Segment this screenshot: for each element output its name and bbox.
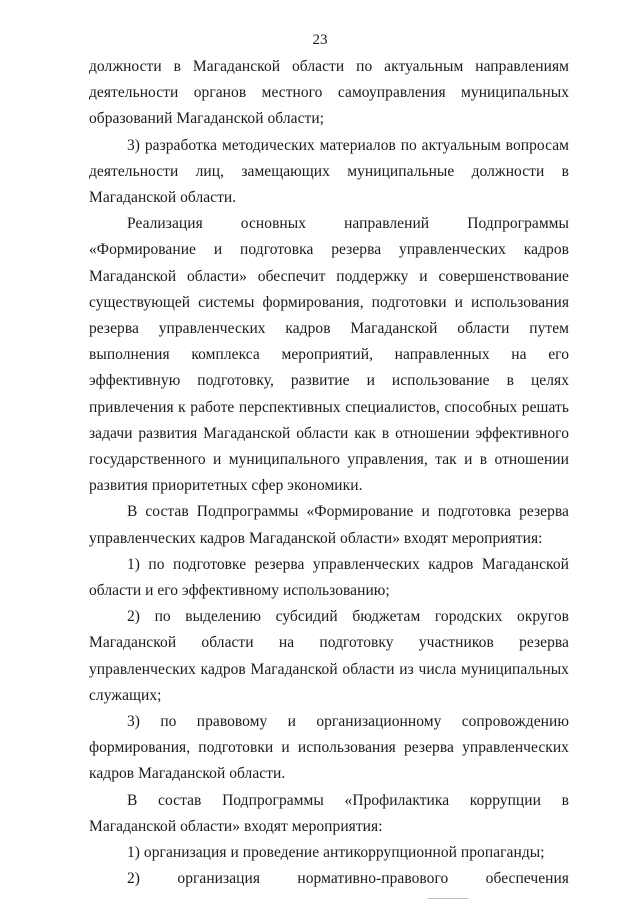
list-item-reserve-1: 1) по подготовке резерва управленческих кадров Магаданской области и его эффективному использованию; xyxy=(89,555,569,600)
paragraph-continuation: должности в Магаданской области по актуальным направлениям деятельности органов местного самоуправления муниципальных образований Магаданской области; xyxy=(89,58,569,128)
list-item-corruption-2: 2) организация нормативно-правового обеспечения xyxy=(127,870,569,888)
paragraph-implementation: Реализация основных направлений Подпрограммы «Формирование и подготовка резерва управленческих кадров Магаданской области» обеспечит поддержку и совершенствование существующей системы формирования, подготовки и использования резерва управленческих кадров Магаданской области путем выполнения комплекса мероприятий, направленных на его эффективную подготовку, развитие и использование в целях привлечения к работе перспективных специалистов, способных решать задачи развития Магаданской области как в отношении эффективного государственного и муниципального управления, так и в отношении развития приоритетных сфер экономики. xyxy=(89,215,569,495)
list-item-reserve-2: 2) по выделению субсидий бюджетам городских округов Магаданской области на подготовку участников резерва управленческих кадров Магаданской области из числа муниципальных служащих; xyxy=(89,608,569,704)
document-body xyxy=(89,54,569,893)
paragraph-corruption-composition: В состав Подпрограммы «Профилактика коррупции в Магаданской области» входят мероприятия: xyxy=(89,791,569,835)
list-item-corruption-1: 1) организация и проведение антикоррупционной пропаганды; xyxy=(127,844,545,862)
paragraph-reserve-composition: В состав Подпрограммы «Формирование и подготовка резерва управленческих кадров Магаданской области» входят мероприятия: xyxy=(89,503,569,547)
paragraph-item-3-methodology: 3) разработка методических материалов по актуальным вопросам деятельности лиц, замещающих муниципальные должности в Магаданской области. xyxy=(89,136,569,207)
list-item-reserve-3: 3) по правовому и организационному сопровождению формирования, подготовки и использования резерва управленческих кадров Магаданской области. xyxy=(89,713,569,783)
scan-mark xyxy=(428,898,468,899)
page-number: 23 xyxy=(312,32,328,48)
